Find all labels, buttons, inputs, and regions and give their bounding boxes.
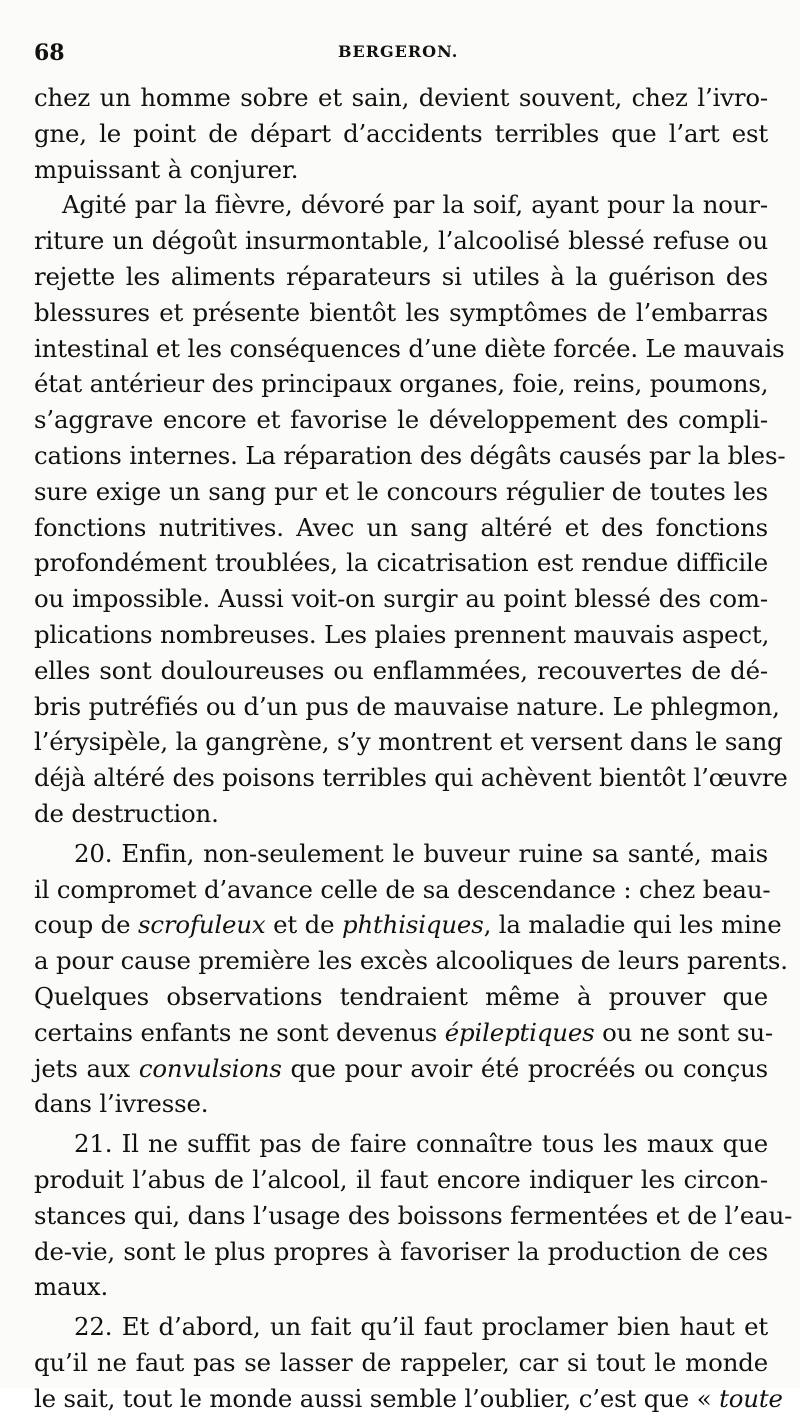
page-header bbox=[34, 40, 774, 74]
text-line bbox=[34, 1381, 783, 1416]
text-run: le sait, tout le monde aussi semble l’oublier, c’est que « bbox=[34, 1383, 720, 1413]
text-line: qu’il ne faut pas se lasser de rappeler, car si tout le monde bbox=[34, 1347, 768, 1377]
text-line: fonctions nutritives. Avec un sang altéré et des fonctions bbox=[34, 512, 768, 542]
text-line: s’aggrave encore et favorise le développement des compli- bbox=[34, 405, 768, 435]
text-line: Quelques observations tendraient même à prouver que bbox=[34, 981, 768, 1011]
italic-term: toute bbox=[719, 1383, 783, 1413]
text-line: gne, le point de départ d’accidents terribles que l’art est bbox=[34, 118, 768, 148]
text-line: cations internes. La réparation des dégâts causés par la bles- bbox=[34, 440, 786, 470]
text-line: chez un homme sobre et sain, devient souvent, chez l’ivro- bbox=[34, 83, 768, 112]
text-run: que pour avoir été procréés ou conçus bbox=[281, 1053, 769, 1083]
text-line: déjà altéré des poisons terribles qui achèvent bientôt l’œuvre bbox=[34, 763, 788, 793]
text-line: de-vie, sont le plus propres à favoriser la production de ces bbox=[34, 1236, 768, 1266]
text-line: 20. Enfin, non-seulement le buveur ruine sa santé, mais bbox=[74, 838, 768, 868]
text-line: elles sont douloureuses ou enflammées, recouvertes de dé- bbox=[34, 655, 768, 685]
text-line: a pour cause première les excès alcooliques de leurs parents. bbox=[34, 946, 788, 976]
running-head: BERGERON. bbox=[338, 42, 459, 61]
text-line: plications nombreuses. Les plaies prennent mauvais aspect, bbox=[34, 619, 770, 649]
text-line: riture un dégoût insurmontable, l’alcoolisé blessé refuse ou bbox=[34, 226, 768, 256]
text-line: 22. Et d’abord, un fait qu’il faut proclamer bien haut et bbox=[74, 1312, 768, 1342]
text-line: de destruction. bbox=[34, 798, 219, 828]
text-line: ou impossible. Aussi voit-on surgir au point blessé des com- bbox=[34, 584, 768, 614]
text-line bbox=[34, 1015, 773, 1051]
text-line: sure exige un sang pur et le concours régulier de toutes les bbox=[34, 476, 768, 506]
text-line: profondément troublées, la cicatrisation est rendue difficile bbox=[34, 548, 768, 578]
text-line: 21. Il ne suffit pas de faire connaître tous les maux que bbox=[74, 1129, 768, 1159]
text-line bbox=[34, 1051, 768, 1087]
text-line: blessures et présente bientôt les symptômes de l’embarras bbox=[34, 297, 768, 327]
text-run: ou ne sont su- bbox=[594, 1017, 773, 1047]
body-text bbox=[34, 80, 793, 1416]
text-line: Agité par la fièvre, dévoré par la soif, ayant pour la nour- bbox=[62, 190, 768, 220]
text-run: certains enfants ne sont devenus bbox=[34, 1017, 445, 1047]
italic-term: phthisiques bbox=[342, 910, 484, 940]
text-run: jets aux bbox=[34, 1053, 139, 1083]
italic-term: convulsions bbox=[138, 1053, 282, 1083]
text-line bbox=[34, 907, 782, 943]
italic-term: scrofuleux bbox=[138, 910, 266, 940]
text-line: intestinal et les conséquences d’une diète forcée. Le mauvais bbox=[34, 333, 785, 363]
text-line: bris putréfiés ou d’un pus de mauvaise nature. Le phlegmon, bbox=[34, 691, 780, 721]
text-run: , la maladie qui les mine bbox=[483, 910, 782, 940]
text-run: et de bbox=[265, 910, 342, 940]
text-line: stances qui, dans l’usage des boissons fermentées et de l’eau- bbox=[34, 1200, 793, 1230]
text-line: dans l’ivresse. bbox=[34, 1089, 209, 1119]
italic-term: épileptiques bbox=[444, 1017, 595, 1047]
text-line: état antérieur des principaux organes, foie, reins, poumons, bbox=[34, 369, 769, 399]
text-line: il compromet d’avance celle de sa descendance : chez beau- bbox=[34, 874, 771, 904]
text-run: coup de bbox=[34, 910, 139, 940]
text-line: mpuissant à conjurer. bbox=[34, 154, 299, 184]
text-line: maux. bbox=[34, 1272, 109, 1302]
text-line: l’érysipèle, la gangrène, s’y montrent et versent dans le sang bbox=[34, 727, 783, 757]
text-line: produit l’abus de l’alcool, il faut encore indiquer les circon- bbox=[34, 1164, 768, 1194]
text-line: rejette les aliments réparateurs si utiles à la guérison des bbox=[34, 261, 768, 291]
page-number: 68 bbox=[34, 40, 65, 66]
